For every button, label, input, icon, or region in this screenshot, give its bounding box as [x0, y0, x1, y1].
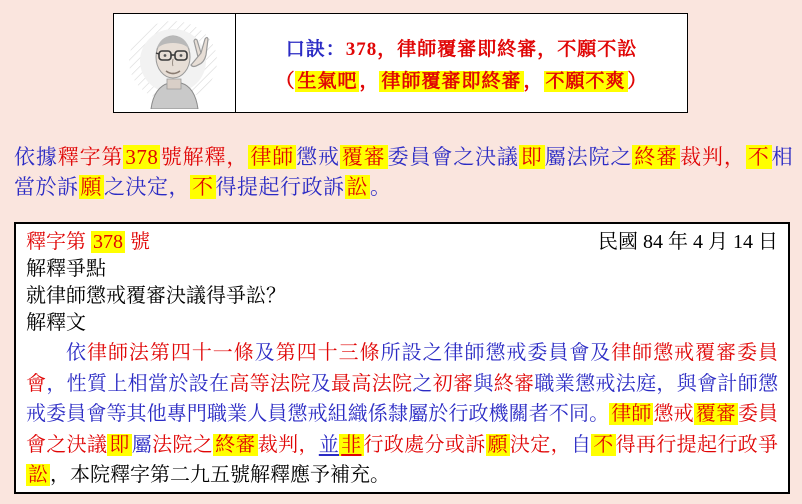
- text-segment: 覆審: [341, 145, 386, 169]
- text-segment: 依: [66, 342, 87, 364]
- text-segment: 最高法院: [331, 372, 413, 395]
- text-segment: 相當於訴: [14, 145, 794, 199]
- text-segment: 之決定，: [104, 175, 190, 199]
- text-segment: 生氣吧: [297, 70, 358, 92]
- text-segment: 378: [125, 145, 159, 169]
- text-segment: 裁判，: [680, 145, 746, 169]
- text-segment: 並: [318, 433, 340, 456]
- text-segment: 律師: [250, 145, 295, 169]
- text-segment: 覆審: [695, 403, 736, 425]
- text-section-label: 解釋文: [26, 312, 86, 334]
- text-segment: 口訣：: [285, 38, 346, 60]
- text-segment: 願: [80, 175, 102, 199]
- text-segment: 及: [310, 372, 332, 395]
- summary-paragraph: [14, 142, 793, 202]
- text-segment: 律師覆審即終審: [381, 70, 522, 92]
- text-segment: 訟: [28, 464, 48, 486]
- text-segment: 378: [93, 231, 123, 253]
- text-segment: ，: [523, 70, 544, 92]
- mnemonic-box: [113, 13, 688, 113]
- text-segment: 決定，: [509, 433, 571, 456]
- text-segment: 屬法院之: [544, 145, 633, 169]
- text-segment: 委員會之決議: [26, 403, 779, 456]
- text-segment: 律師: [611, 403, 652, 425]
- portrait-sketch-icon: [121, 17, 229, 109]
- text-segment: 所設之律師懲戒委員會及: [380, 342, 612, 364]
- issue-section-label: 解釋爭點: [26, 258, 106, 280]
- interpretation-date: 民國 84 年 4 月 14 日: [598, 231, 778, 253]
- text-segment: 不: [593, 433, 614, 456]
- text-segment: 不願不爽: [545, 70, 626, 92]
- text-segment: 委員會之決議: [387, 145, 519, 169]
- text-segment: 釋字第: [26, 231, 91, 253]
- text-segment: 終審: [215, 433, 256, 456]
- text-segment: 不: [192, 175, 214, 199]
- text-segment: 懲戒: [296, 145, 340, 169]
- text-segment: 願: [487, 433, 508, 456]
- text-segment: 初審: [432, 372, 474, 395]
- text-segment: ，性質上相當於設在: [46, 372, 230, 395]
- text-segment: 非: [341, 433, 362, 456]
- text-segment: 與: [473, 372, 494, 395]
- text-segment: ，: [359, 70, 380, 92]
- text-segment: 行政處分或訴: [363, 433, 486, 456]
- mnemonic-text: [236, 14, 687, 112]
- mnemonic-line-1: [286, 34, 638, 61]
- text-segment: 懲戒: [653, 403, 694, 425]
- mnemonic-line-2: [275, 66, 647, 93]
- text-segment: 號: [125, 231, 150, 253]
- text-segment: 職業懲戒法庭，與會計師懲戒委員會等其他專門職業人員懲戒組織係隸屬於行政機關者不同。: [26, 372, 779, 425]
- text-segment: 得再行提起行政爭: [615, 433, 779, 456]
- text-segment: 及: [254, 342, 276, 364]
- text-segment: 即: [109, 433, 130, 456]
- text-segment: 釋字第: [57, 145, 124, 169]
- text-segment: 律師懲戒覆審委員會: [26, 342, 779, 395]
- text-segment: ）: [627, 70, 648, 92]
- text-segment: 自: [570, 433, 592, 456]
- text-segment: 之: [412, 372, 433, 395]
- portrait-cell: [114, 14, 236, 112]
- issue-text: 就律師懲戒覆審決議得爭訟？: [26, 285, 286, 307]
- text-segment: 訟: [346, 175, 368, 199]
- text-segment: 得提起行政訴: [215, 175, 345, 199]
- text-segment: 378，律師覆審即終審，不願不訟: [345, 38, 638, 60]
- text-segment: 依據: [14, 145, 58, 169]
- text-segment: 不: [747, 145, 770, 169]
- text-segment: 終審: [493, 372, 535, 395]
- text-segment: 裁判，: [257, 433, 319, 456]
- text-segment: 第四十三條: [275, 342, 381, 364]
- text-segment: 終審: [634, 145, 679, 169]
- text-segment: 。: [370, 175, 392, 199]
- text-segment: ，本院釋字第二九五號解釋應予補充。: [50, 464, 390, 486]
- text-segment: 律師法第四十一條: [86, 342, 255, 364]
- text-segment: 號解釋，: [160, 145, 249, 169]
- interpretation-box: [14, 222, 790, 494]
- interpretation-number: [26, 228, 150, 256]
- text-segment: 屬: [131, 433, 153, 456]
- text-segment: 即: [520, 145, 543, 169]
- text-segment: 法院之: [152, 433, 214, 456]
- text-segment: （: [275, 70, 296, 92]
- interpretation-header: [26, 228, 778, 256]
- interpretation-body: [26, 338, 778, 491]
- text-segment: 高等法院: [229, 372, 311, 395]
